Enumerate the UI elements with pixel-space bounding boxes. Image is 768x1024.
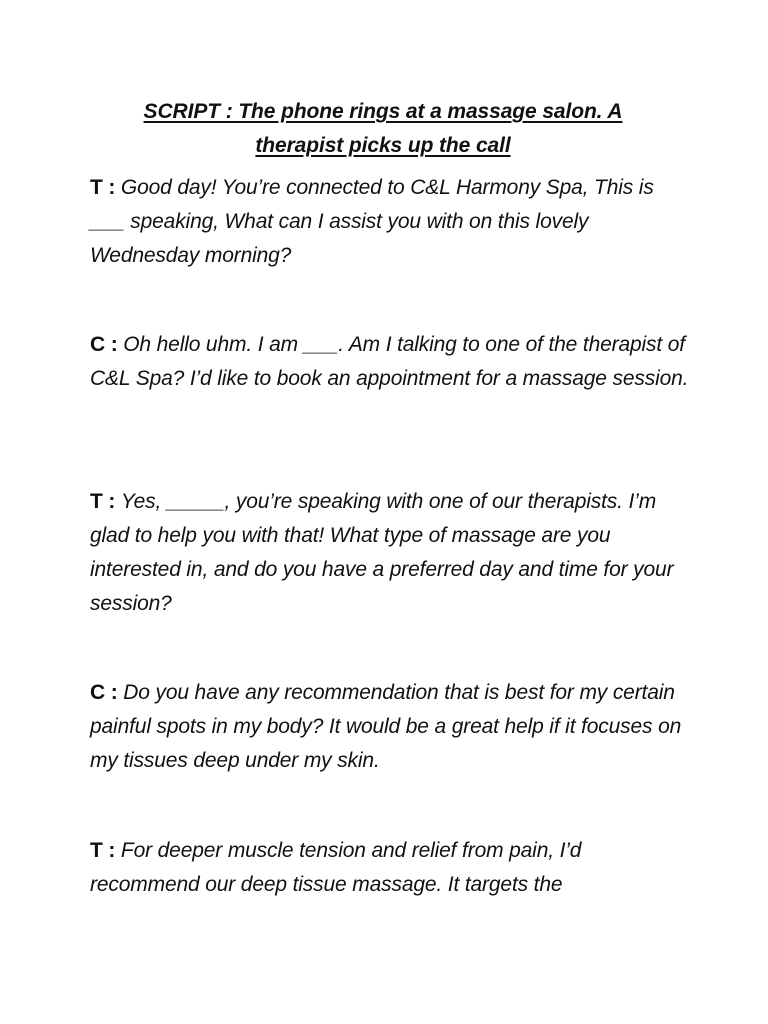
dialogue-line-therapist-question — [90, 485, 690, 621]
speaker-label: T : — [90, 839, 116, 862]
dialogue-line-therapist-greeting — [90, 171, 690, 273]
dialogue-text: For deeper muscle tension and relief from pain, I’d recommend our deep tissue massage. It targets the — [90, 839, 582, 896]
dialogue-text: Good day! You’re connected to C&L Harmony Spa, This is ___ speaking, What can I assist you with on this lovely Wednesday morning? — [90, 176, 654, 267]
dialogue-text: Do you have any recommendation that is best for my certain painful spots in my body? It would be a great help if it focuses on my tissues deep under my skin. — [90, 681, 682, 772]
speaker-label: T : — [90, 176, 116, 199]
document-title: SCRIPT : The phone rings at a massage salon. A therapist picks up the call — [143, 100, 623, 157]
speaker-label: C : — [90, 681, 118, 704]
dialogue-text: Oh hello uhm. I am ___. Am I talking to one of the therapist of C&L Spa? I’d like to book an appointment for a massage session. — [90, 333, 689, 390]
dialogue-line-client-recommendation — [90, 676, 690, 778]
speaker-label: T : — [90, 490, 116, 513]
speaker-label: C : — [90, 333, 118, 356]
dialogue-line-therapist-suggestion — [90, 834, 690, 902]
dialogue-line-client-booking — [90, 328, 690, 396]
dialogue-text: Yes, _____, you’re speaking with one of our therapists. I’m glad to help you with that! What type of massage are you interested in, and do you have a preferred day and time for your session? — [90, 490, 674, 615]
